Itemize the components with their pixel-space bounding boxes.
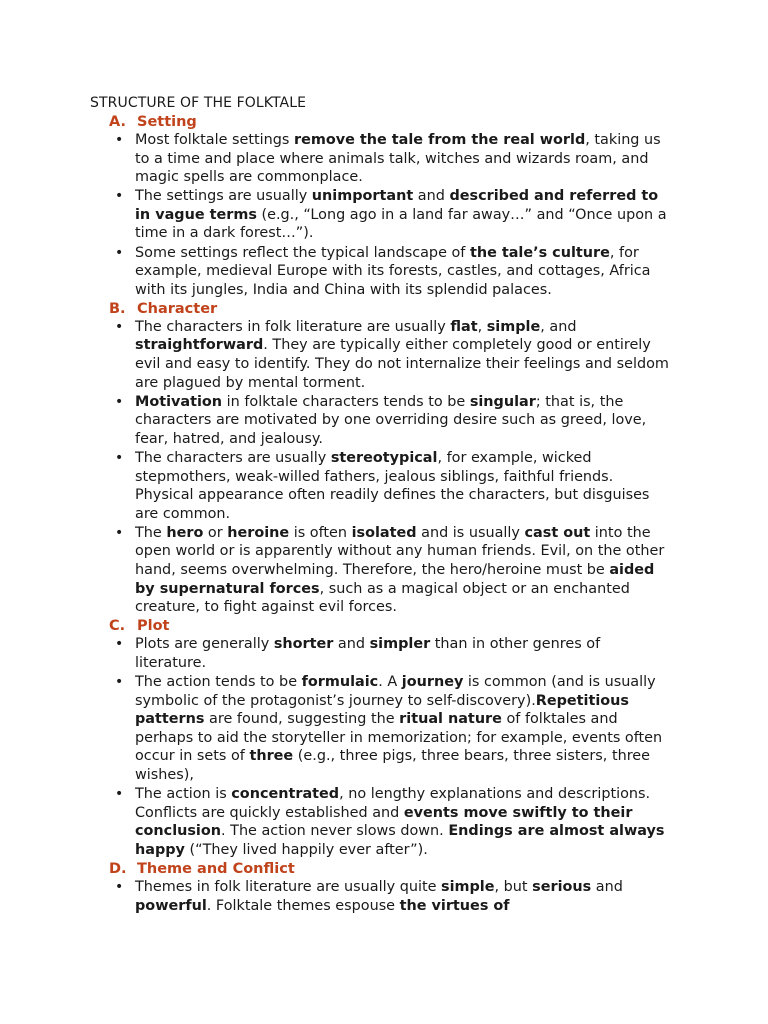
bold-text: events move swiftly to their conclusion <box>135 804 633 840</box>
text-run: and <box>333 636 370 653</box>
bold-text: Endings are almost always happy <box>135 823 665 858</box>
bold-text: concentrated <box>231 786 340 803</box>
bullet-item <box>90 187 672 243</box>
section-heading <box>90 860 672 878</box>
bold-text: simple <box>441 878 495 895</box>
bullet-list <box>90 318 672 617</box>
text-run: or <box>203 524 228 541</box>
bold-text: journey <box>401 674 464 691</box>
section-letter: B. <box>109 300 126 317</box>
bold-text: simpler <box>369 636 431 653</box>
bold-text: singular <box>469 393 536 410</box>
text-run: , for example, medieval Europe with its forests, castles, and cottages, Africa with its jungles, India and China with its splendid palaces. <box>135 244 651 298</box>
text-run: are found, suggesting the <box>204 711 400 728</box>
section-heading <box>90 617 672 635</box>
section-heading <box>90 113 672 131</box>
text-run: (e.g., “Long ago in a land far away…” and “Once upon a time in a dark forest…”). <box>135 206 667 242</box>
bullet-icon: • <box>115 674 124 691</box>
bullet-item <box>90 131 672 187</box>
text-run: Most folktale settings <box>135 132 294 148</box>
bold-text: the virtues of <box>399 897 510 914</box>
bullet-icon: • <box>115 450 124 466</box>
text-run: The action is <box>135 786 232 803</box>
bold-text: powerful <box>135 897 207 914</box>
bullet-icon: • <box>115 188 124 205</box>
bullet-list <box>90 131 672 299</box>
bullet-icon: • <box>115 636 124 653</box>
bullet-item <box>90 635 672 672</box>
bold-text: hero <box>166 524 204 541</box>
text-run: , no lengthy explanations and descriptions. Conflicts are quickly established and <box>135 786 651 821</box>
bullet-item <box>90 673 672 785</box>
bullet-list <box>90 878 672 915</box>
text-run: (“They lived happily ever after”). <box>184 841 428 858</box>
text-run: . Folktale themes espouse <box>206 897 400 914</box>
text-run: The <box>135 524 167 541</box>
bullet-icon: • <box>115 878 124 895</box>
text-run: into the open world or is apparently without any human friends. Evil, on the other hand, seems overwhelming. Therefore, the hero/heroine must be <box>135 524 665 579</box>
bullet-item <box>90 244 672 300</box>
text-run: The settings are usually <box>135 188 312 205</box>
section-heading-text: Character <box>137 300 218 317</box>
bold-text: ritual nature <box>399 711 502 728</box>
document-title: STRUCTURE OF THE FOLKTALE <box>90 95 307 111</box>
text-run: is often <box>289 524 352 541</box>
bold-text: aided by supernatural forces <box>135 562 655 597</box>
section-heading-text: Theme and Conflict <box>137 860 295 877</box>
text-run: is common (and is usually symbolic of the protagonist’s journey to self-discovery). <box>135 674 656 709</box>
text-run: The characters are usually <box>135 450 331 466</box>
text-run: in folktale characters tends to be <box>222 393 470 410</box>
text-run: (e.g., three pigs, three bears, three sisters, three wishes), <box>135 748 651 783</box>
bold-text: isolated <box>351 524 417 541</box>
bold-text: Motivation <box>135 393 223 410</box>
bullet-item <box>90 393 672 449</box>
bullet-item <box>90 318 672 392</box>
text-run: . A <box>378 674 402 691</box>
bullet-icon: • <box>115 132 124 148</box>
text-run: Plots are generally <box>135 636 274 653</box>
text-run: of folktales and perhaps to aid the storyteller in memorization; for example, events often occur in sets of <box>135 711 663 765</box>
bullet-icon: • <box>115 393 124 410</box>
bold-text: simple <box>486 318 541 335</box>
bullet-item <box>90 449 672 523</box>
text-run: The characters in folk literature are usually <box>135 318 451 335</box>
text-run: ; that is, the characters are motivated by one overriding desire such as greed, love, fear, hatred, and jealousy. <box>135 393 647 447</box>
text-run: The action tends to be <box>135 674 302 691</box>
bold-text: three <box>249 748 294 765</box>
bullet-icon: • <box>115 244 124 261</box>
bullet-list <box>90 635 672 859</box>
section-heading-text: Setting <box>137 114 197 130</box>
text-run: , and <box>540 318 577 335</box>
bold-text: heroine <box>227 524 290 541</box>
bold-text: shorter <box>273 636 334 653</box>
text-run: , taking us to a time and place where animals talk, witches and wizards roam, and magic spells are commonplace. <box>135 132 661 186</box>
text-run: . They are typically either completely good or entirely evil and easy to identify. They do not internalize their feelings and seldom are plagued by mental torment. <box>135 337 669 391</box>
bold-text: the tale’s culture <box>469 244 610 261</box>
text-run: Some settings reflect the typical landscape of <box>135 244 470 261</box>
section-letter: A. <box>109 114 126 130</box>
text-run: , such as a magical object or an enchanted creature, to fight against evil forces. <box>135 580 630 616</box>
section-heading <box>90 300 672 318</box>
bold-text: Repetitious patterns <box>135 692 629 728</box>
bullet-item <box>90 785 672 859</box>
bold-text: described and referred to in vague terms <box>135 188 659 223</box>
bullet-icon: • <box>115 318 124 335</box>
bold-text: cast out <box>524 524 591 541</box>
bullet-item <box>90 524 672 617</box>
bold-text: unimportant <box>311 188 414 205</box>
section-letter: D. <box>109 860 127 877</box>
section-letter: C. <box>109 618 126 635</box>
bold-text: remove the tale from the real world <box>294 132 586 148</box>
bullet-item <box>90 878 672 915</box>
text-run: , <box>477 318 487 335</box>
bold-text: serious <box>532 878 592 895</box>
text-run: and <box>413 188 450 205</box>
bold-text: flat <box>450 318 478 335</box>
text-run: and <box>591 878 623 895</box>
bullet-icon: • <box>115 524 124 541</box>
bold-text: straightforward <box>135 337 264 354</box>
text-run: and is usually <box>416 524 525 541</box>
text-run: than in other genres of literature. <box>135 636 601 671</box>
sections-container <box>90 113 672 915</box>
text-run: , for example, wicked stepmothers, weak-willed fathers, jealous siblings, faithful friends. Physical appearance often readily defines the characters, but disguises are common. <box>135 450 650 522</box>
bold-text: stereotypical <box>330 450 438 466</box>
text-run: . The action never slows down. <box>221 823 449 840</box>
section-heading-text: Plot <box>137 618 170 635</box>
bold-text: formulaic <box>301 674 379 691</box>
text-run: , but <box>494 878 533 895</box>
bullet-icon: • <box>115 786 124 803</box>
text-run: Themes in folk literature are usually quite <box>135 878 442 895</box>
